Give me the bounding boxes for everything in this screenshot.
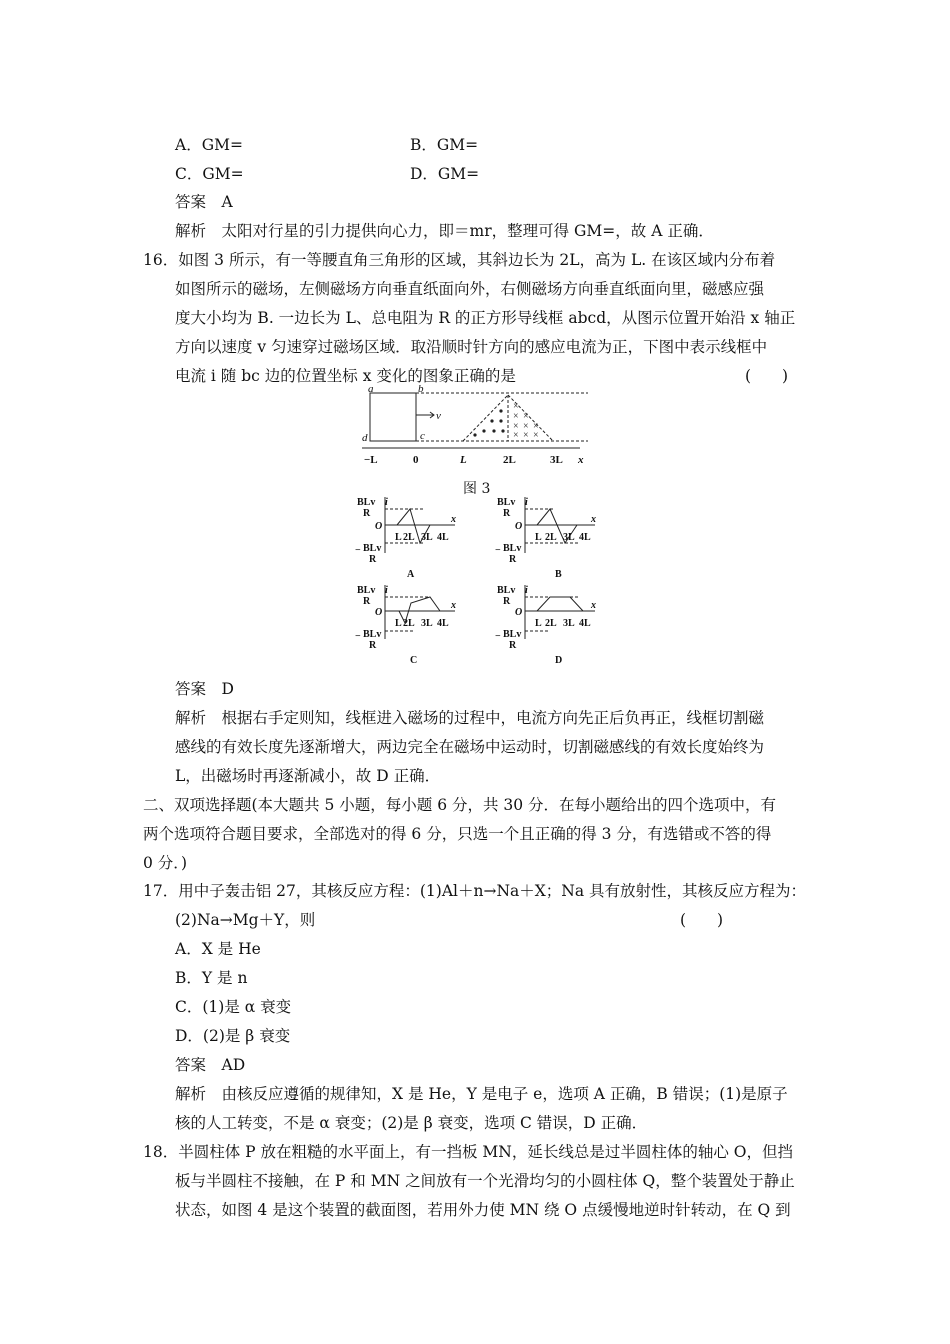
q17-answer-bracket: ( ) [680,911,724,929]
tick-neg-l: −L [364,454,378,466]
graph-b-x: x [591,514,596,525]
q17-analysis-2: 核的人工转变，不是 α 衰变；(2)是 β 衰变，选项 C 错误，D 正确． [175,1114,648,1132]
q15-option-b: B．GM= [410,136,479,154]
q17-analysis-1: 解析 由核反应遵循的规律知，X 是 He，Y 是电子 e，选项 A 正确，B 错误；(1)是原子 [175,1085,788,1103]
q17-line-1: 17．用中子轰击铝 27，其核反应方程：(1)Al＋n→Na＋X；Na 具有放射性，其核反应方程为： [143,882,807,900]
graph-d-label: D [555,655,563,666]
graph-b-tick-4: 4L [579,532,591,543]
svg-text:×: × [513,430,519,441]
svg-text:×: × [513,421,519,432]
graph-a-tick-2: 2L [403,532,415,543]
graph-c-x: x [451,600,456,611]
q17-option-d: D．(2)是 β 衰变 [175,1027,291,1045]
graph-a-x: x [451,514,456,525]
figure-3 [358,385,598,475]
section2-line-2: 两个选项符合题目要求，全部选对的得 6 分，只选一个且正确的得 3 分，有选错或不答的得 [143,825,772,843]
q17-option-b: B．Y 是 n [175,969,248,987]
graph-d-tick-4: 4L [579,618,591,629]
graph-b-neg-bottom: R [509,554,517,565]
graph-d-neg: − [495,631,501,642]
graph-c-neg: − [355,631,361,642]
svg-text:×: × [513,401,519,412]
figure-3-caption: 图 3 [463,481,491,497]
svg-text:×: × [533,421,539,432]
q16-answer: 答案 D [175,680,234,698]
graph-d-tick-1: L [535,618,542,629]
svg-text:×: × [533,430,539,441]
q16-analysis-3: L，出磁场时再逐渐减小，故 D 正确． [175,767,441,785]
graph-b-tick-2: 2L [545,532,557,543]
q18-line-1: 18．半圆柱体 P 放在粗糙的水平面上，有一挡板 MN，延长线总是过半圆柱体的轴心 O，但挡 [143,1143,794,1161]
q16-option-graphs [355,493,605,671]
graph-c-tick-1: L [395,618,402,629]
q16-line-2: 如图所示的磁场，左侧磁场方向垂直纸面向外，右侧磁场方向垂直纸面向里，磁感应强 [175,280,765,298]
corner-c: c [420,430,425,442]
graph-c-neg-top: BLv [363,629,382,640]
graph-b-i: i [525,497,528,508]
graph-a-neg: − [355,545,361,556]
graph-a-tick-4: 4L [437,532,449,543]
graph-b-origin: O [515,521,523,532]
corner-d: d [362,432,368,444]
tick-2l: 2L [503,454,516,466]
graph-c [385,585,455,639]
graph-a-i: i [385,497,388,508]
graph-a-bottom: R [363,508,371,519]
q15-option-d: D．GM= [410,165,480,183]
svg-text:×: × [523,430,529,441]
tick-l: L [460,454,467,466]
graph-c-origin: O [375,607,383,618]
graph-b-bottom: R [503,508,511,519]
graph-c-i: i [385,585,388,596]
graph-a-neg-bottom: R [369,554,377,565]
q16-line-1: 16．如图 3 所示，有一等腰直角三角形的区域，其斜边长为 2L，高为 L. 在该区域内分布着 [143,251,776,269]
section2-line-1: 二、双项选择题(本大题共 5 小题，每小题 6 分，共 30 分．在每小题给出的四个选项中，有 [143,796,777,814]
graph-a-neg-top: BLv [363,543,382,554]
graph-a-tick-1: L [395,532,402,543]
q15-option-c: C．GM= [175,165,244,183]
q15-analysis: 解析 太阳对行星的引力提供向心力，即＝mr，整理可得 GM=，故 A 正确． [175,222,714,240]
q17-answer: 答案 AD [175,1056,246,1074]
graph-b-tick-1: L [535,532,542,543]
wire-frame-abcd [370,393,416,441]
graph-b [525,497,595,553]
graph-c-neg-bottom: R [369,640,377,651]
graph-c-top: BLv [357,585,376,596]
q18-line-2: 板与半圆柱不接触，在 P 和 MN 之间放有一个光滑均匀的小圆柱体 Q，整个装置处于静止 [175,1172,795,1190]
section2-line-3: 0 分．) [143,854,188,872]
graph-d-bottom: R [503,596,511,607]
graph-d-i: i [525,585,528,596]
q17-line-2: (2)Na→Mg＋Y，则 [175,911,316,929]
graph-c-tick-4: 4L [437,618,449,629]
q17-option-c: C．(1)是 α 衰变 [175,998,292,1016]
q17-option-a: A．X 是 He [175,940,261,958]
q16-line-3: 度大小均为 B. 一边长为 L、总电阻为 R 的正方形导线框 abcd，从图示位置开始沿 x 轴正 [175,309,796,327]
q16-line-4: 方向以速度 v 匀速穿过磁场区域．取沿顺时针方向的感应电流为正，下图中表示线框中 [175,338,768,356]
graph-d [525,585,595,639]
tick-3l: 3L [550,454,563,466]
q16-line-5: 电流 i 随 bc 边的位置坐标 x 变化的图象正确的是 [175,367,516,385]
graph-d-top: BLv [497,585,516,596]
svg-text:×: × [523,421,529,432]
graph-c-label: C [410,655,418,666]
graph-d-neg-top: BLv [503,629,522,640]
graph-b-tick-3: 3L [563,532,575,543]
graph-c-bottom: R [363,596,371,607]
tick-x: x [578,454,584,466]
corner-b: b [418,385,424,395]
svg-text:×: × [513,411,519,422]
graph-a-label: A [407,569,415,580]
graph-d-neg-bottom: R [509,640,517,651]
graph-b-neg: − [495,545,501,556]
q15-answer: 答案 A [175,193,233,211]
graph-a-tick-3: 3L [421,532,433,543]
graph-b-neg-top: BLv [503,543,522,554]
corner-a: a [368,385,374,395]
q16-analysis-2: 感线的有效长度先逐渐增大，两边完全在磁场中运动时，切割磁感线的有效长度始终为 [175,738,765,756]
q16-analysis-1: 解析 根据右手定则知，线框进入磁场的过程中，电流方向先正后负再正，线框切割磁 [175,709,765,727]
graph-d-tick-3: 3L [563,618,575,629]
svg-text:×: × [523,411,529,422]
graph-a [385,497,455,553]
graph-a-top: BLv [357,497,376,508]
graph-b-label: B [555,569,562,580]
q16-answer-bracket: ( ) [745,367,789,385]
graph-d-x: x [591,600,596,611]
graph-d-origin: O [515,607,523,618]
velocity-label: v [436,410,441,422]
graph-b-top: BLv [497,497,516,508]
graph-c-tick-3: 3L [421,618,433,629]
graph-c-tick-2: 2L [403,618,415,629]
tick-0: 0 [413,454,419,466]
graph-a-origin: O [375,521,383,532]
graph-d-tick-2: 2L [545,618,557,629]
q15-option-a: A．GM= [175,136,243,154]
q18-line-3: 状态，如图 4 是这个装置的截面图，若用外力使 MN 绕 O 点缓慢地逆时针转动，在 Q 到 [175,1201,791,1219]
